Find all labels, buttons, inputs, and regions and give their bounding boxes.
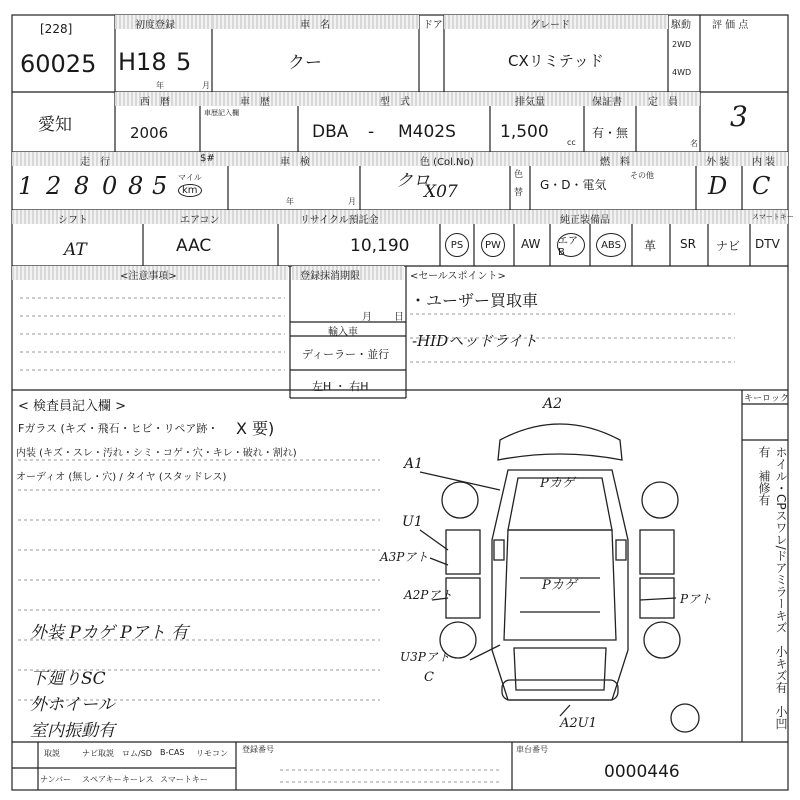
equip-aw: AW — [521, 237, 541, 251]
drive-label: 駆動 — [671, 20, 691, 31]
mileage-label: 走 行 — [80, 157, 110, 168]
mileage-unit-mile: マイル — [178, 173, 202, 182]
history-label: 車 歴 — [240, 97, 270, 108]
color-code: X07 — [424, 182, 458, 202]
hand-note-2: 下廻りSC — [30, 669, 106, 689]
audio-line: オーディオ (無し・穴) / タイヤ (スタッドレス) — [16, 472, 227, 483]
footer-item-navi-manual: ナビ取説 — [82, 749, 114, 758]
caution-label: <注意事項> — [120, 271, 177, 282]
capacity-unit: 名 — [690, 139, 698, 148]
color-value: クロ — [396, 171, 430, 191]
hand-note-1: 外装 Pカゲ Pアト 有 — [30, 623, 189, 643]
footer-item-plate: ナンバー — [40, 775, 72, 784]
diagram-mark-c: C — [424, 670, 434, 685]
year-value: 2006 — [130, 124, 169, 142]
region: 愛知 — [38, 115, 72, 135]
shift: AT — [64, 240, 87, 260]
ac-label: エアコン — [180, 215, 220, 226]
footer-item-keyless: キーレス — [122, 775, 154, 784]
lot-prefix: [228] — [40, 22, 73, 36]
exterior-grade: D — [708, 172, 728, 200]
warranty-label: 保証書 — [592, 97, 622, 108]
side-note: ホイル・CPスワレ/ドアミラーキズ 小キズ有 小凹有 補修有 — [757, 446, 788, 730]
equip-ps: PS — [445, 233, 469, 257]
cc-unit: cc — [567, 138, 576, 147]
sales-label: <セールスポイント> — [410, 271, 506, 282]
footer-item-remote: リモコン — [196, 749, 228, 758]
history-note: 車歴記入欄 — [204, 109, 239, 117]
displacement-label: 排気量 — [515, 97, 545, 108]
chassis-label: 車台番号 — [516, 745, 548, 754]
glass-line: Fガラス (キズ・飛石・ヒビ・リペア跡・ — [18, 422, 219, 435]
diagram-mark-a1: A1 — [404, 456, 424, 472]
footer-item-smart-key: スマートキー — [160, 775, 208, 784]
shaken-label: 車 検 — [280, 157, 310, 168]
equip-leather: 革 — [644, 239, 657, 253]
year-unit: 年 — [156, 81, 164, 90]
diagram-mark-right: Pアト — [680, 592, 713, 606]
reg-day-unit: 日 — [394, 312, 404, 323]
grade-label: グレード — [530, 20, 570, 31]
diagram-mark-rear: A2U1 — [560, 716, 597, 731]
equipment-label: 純正装備品 — [560, 215, 610, 226]
key-lock-label: キーロック — [744, 394, 789, 404]
inspector-title: < 検査員記入欄 > — [18, 399, 127, 414]
color-label: 色 (Col.No) — [420, 157, 474, 168]
hand-note-3: 外ホイール — [30, 695, 115, 715]
mileage-digit-1: 1 — [18, 172, 34, 200]
score: 3 — [730, 100, 748, 133]
first-reg-month: 5 — [176, 48, 192, 76]
mileage-digit-6: 5 — [152, 172, 168, 200]
chassis-number: 0000446 — [604, 762, 680, 782]
equip-dtv: DTV — [755, 237, 780, 251]
diagram-mark-roof: Pカゲ — [542, 578, 577, 593]
ac: AAC — [176, 236, 212, 256]
model-name: クー — [288, 53, 322, 73]
warranty: 有・無 — [592, 126, 629, 140]
year-label: 西 暦 — [140, 97, 170, 108]
steering: 左H ・ 右H — [312, 380, 369, 393]
glass-mark: X 要) — [236, 419, 275, 438]
diagram-mark-a3: A3Pアト — [380, 550, 429, 564]
drive-2wd: 2WD — [672, 40, 692, 49]
exterior-label: 外 装 — [706, 157, 730, 168]
first-reg-label: 初度登録 — [135, 20, 175, 31]
diagram-mark-front: A2 — [543, 396, 563, 412]
capacity-label: 定 員 — [648, 97, 678, 108]
type-label: 型 式 — [380, 97, 410, 108]
mileage-digit-5: 8 — [128, 172, 144, 200]
footer-item-spare-key: スペアキー — [82, 775, 122, 784]
sharp-label: $# — [200, 153, 215, 164]
type-prefix: DBA — [312, 122, 349, 142]
sales-point-1: ・ユーザー買取車 — [410, 291, 539, 310]
month-unit: 月 — [202, 81, 210, 90]
mileage-digit-4: 0 — [102, 172, 118, 200]
reg-number-label: 登録番号 — [242, 745, 274, 754]
equip-pw: PW — [481, 233, 505, 257]
equip-sr: SR — [680, 237, 696, 251]
footer-item-rom: ロム/SD — [122, 749, 152, 758]
footer-item-bcas: B-CAS — [160, 748, 185, 757]
mileage-digit-3: 8 — [74, 172, 90, 200]
import-label: 輸入車 — [328, 327, 358, 338]
hand-note-4: 室内振動有 — [30, 721, 115, 741]
diagram-mark-u1: U1 — [402, 514, 423, 530]
recycle: 10,190 — [350, 236, 410, 256]
drive-4wd: 4WD — [672, 68, 692, 77]
footer-item-manual: 取説 — [44, 749, 60, 758]
shift-label: シフト — [58, 215, 88, 226]
type-dash: - — [368, 122, 375, 142]
fuel-other: その他 — [630, 171, 654, 180]
interior-grade: C — [752, 172, 771, 200]
reg-month-unit: 月 — [362, 312, 372, 323]
diagram-mark-a2: A2Pアト — [404, 588, 453, 602]
interior-label: 内 装 — [752, 157, 776, 168]
shaken-year-unit: 年 — [286, 197, 294, 206]
lot-number: 60025 — [20, 50, 97, 78]
shaken-month-unit: 月 — [348, 197, 356, 206]
recycle-label: リサイクル預託金 — [300, 215, 379, 226]
grade: CXリミテッド — [508, 52, 604, 70]
smart-key-label: スマートキー — [752, 213, 794, 221]
first-reg-era: H18 — [118, 48, 167, 76]
mileage-digit-2: 2 — [46, 172, 62, 200]
interior-line: 内装 (キズ・スレ・汚れ・シミ・コゲ・穴・キレ・破れ・割れ) — [16, 448, 297, 459]
door-label: ドア — [423, 20, 443, 31]
fuel-value: G・D・電気 — [540, 178, 607, 192]
mileage-unit-km: km — [178, 184, 202, 197]
diagram-mark-u3: U3Pアト — [400, 650, 450, 664]
displacement: 1,500 — [500, 122, 549, 142]
sales-point-2: -HIDヘッドライト — [412, 332, 538, 350]
score-label: 評 価 点 — [712, 20, 749, 31]
fuel-label: 燃 料 — [600, 157, 630, 168]
equip-airbag: エアB — [557, 233, 585, 257]
equip-abs: ABS — [596, 233, 626, 257]
model-label: 車 名 — [300, 20, 330, 31]
diagram-mark-hood: Pカゲ — [540, 476, 575, 491]
equip-navi: ナビ — [716, 239, 741, 253]
color-change-label: 色替 — [514, 170, 524, 198]
type-code: M402S — [398, 122, 456, 142]
reg-deadline-label: 登録抹消期限 — [300, 271, 360, 282]
dealer-parallel: ディーラー・並行 — [302, 348, 390, 361]
